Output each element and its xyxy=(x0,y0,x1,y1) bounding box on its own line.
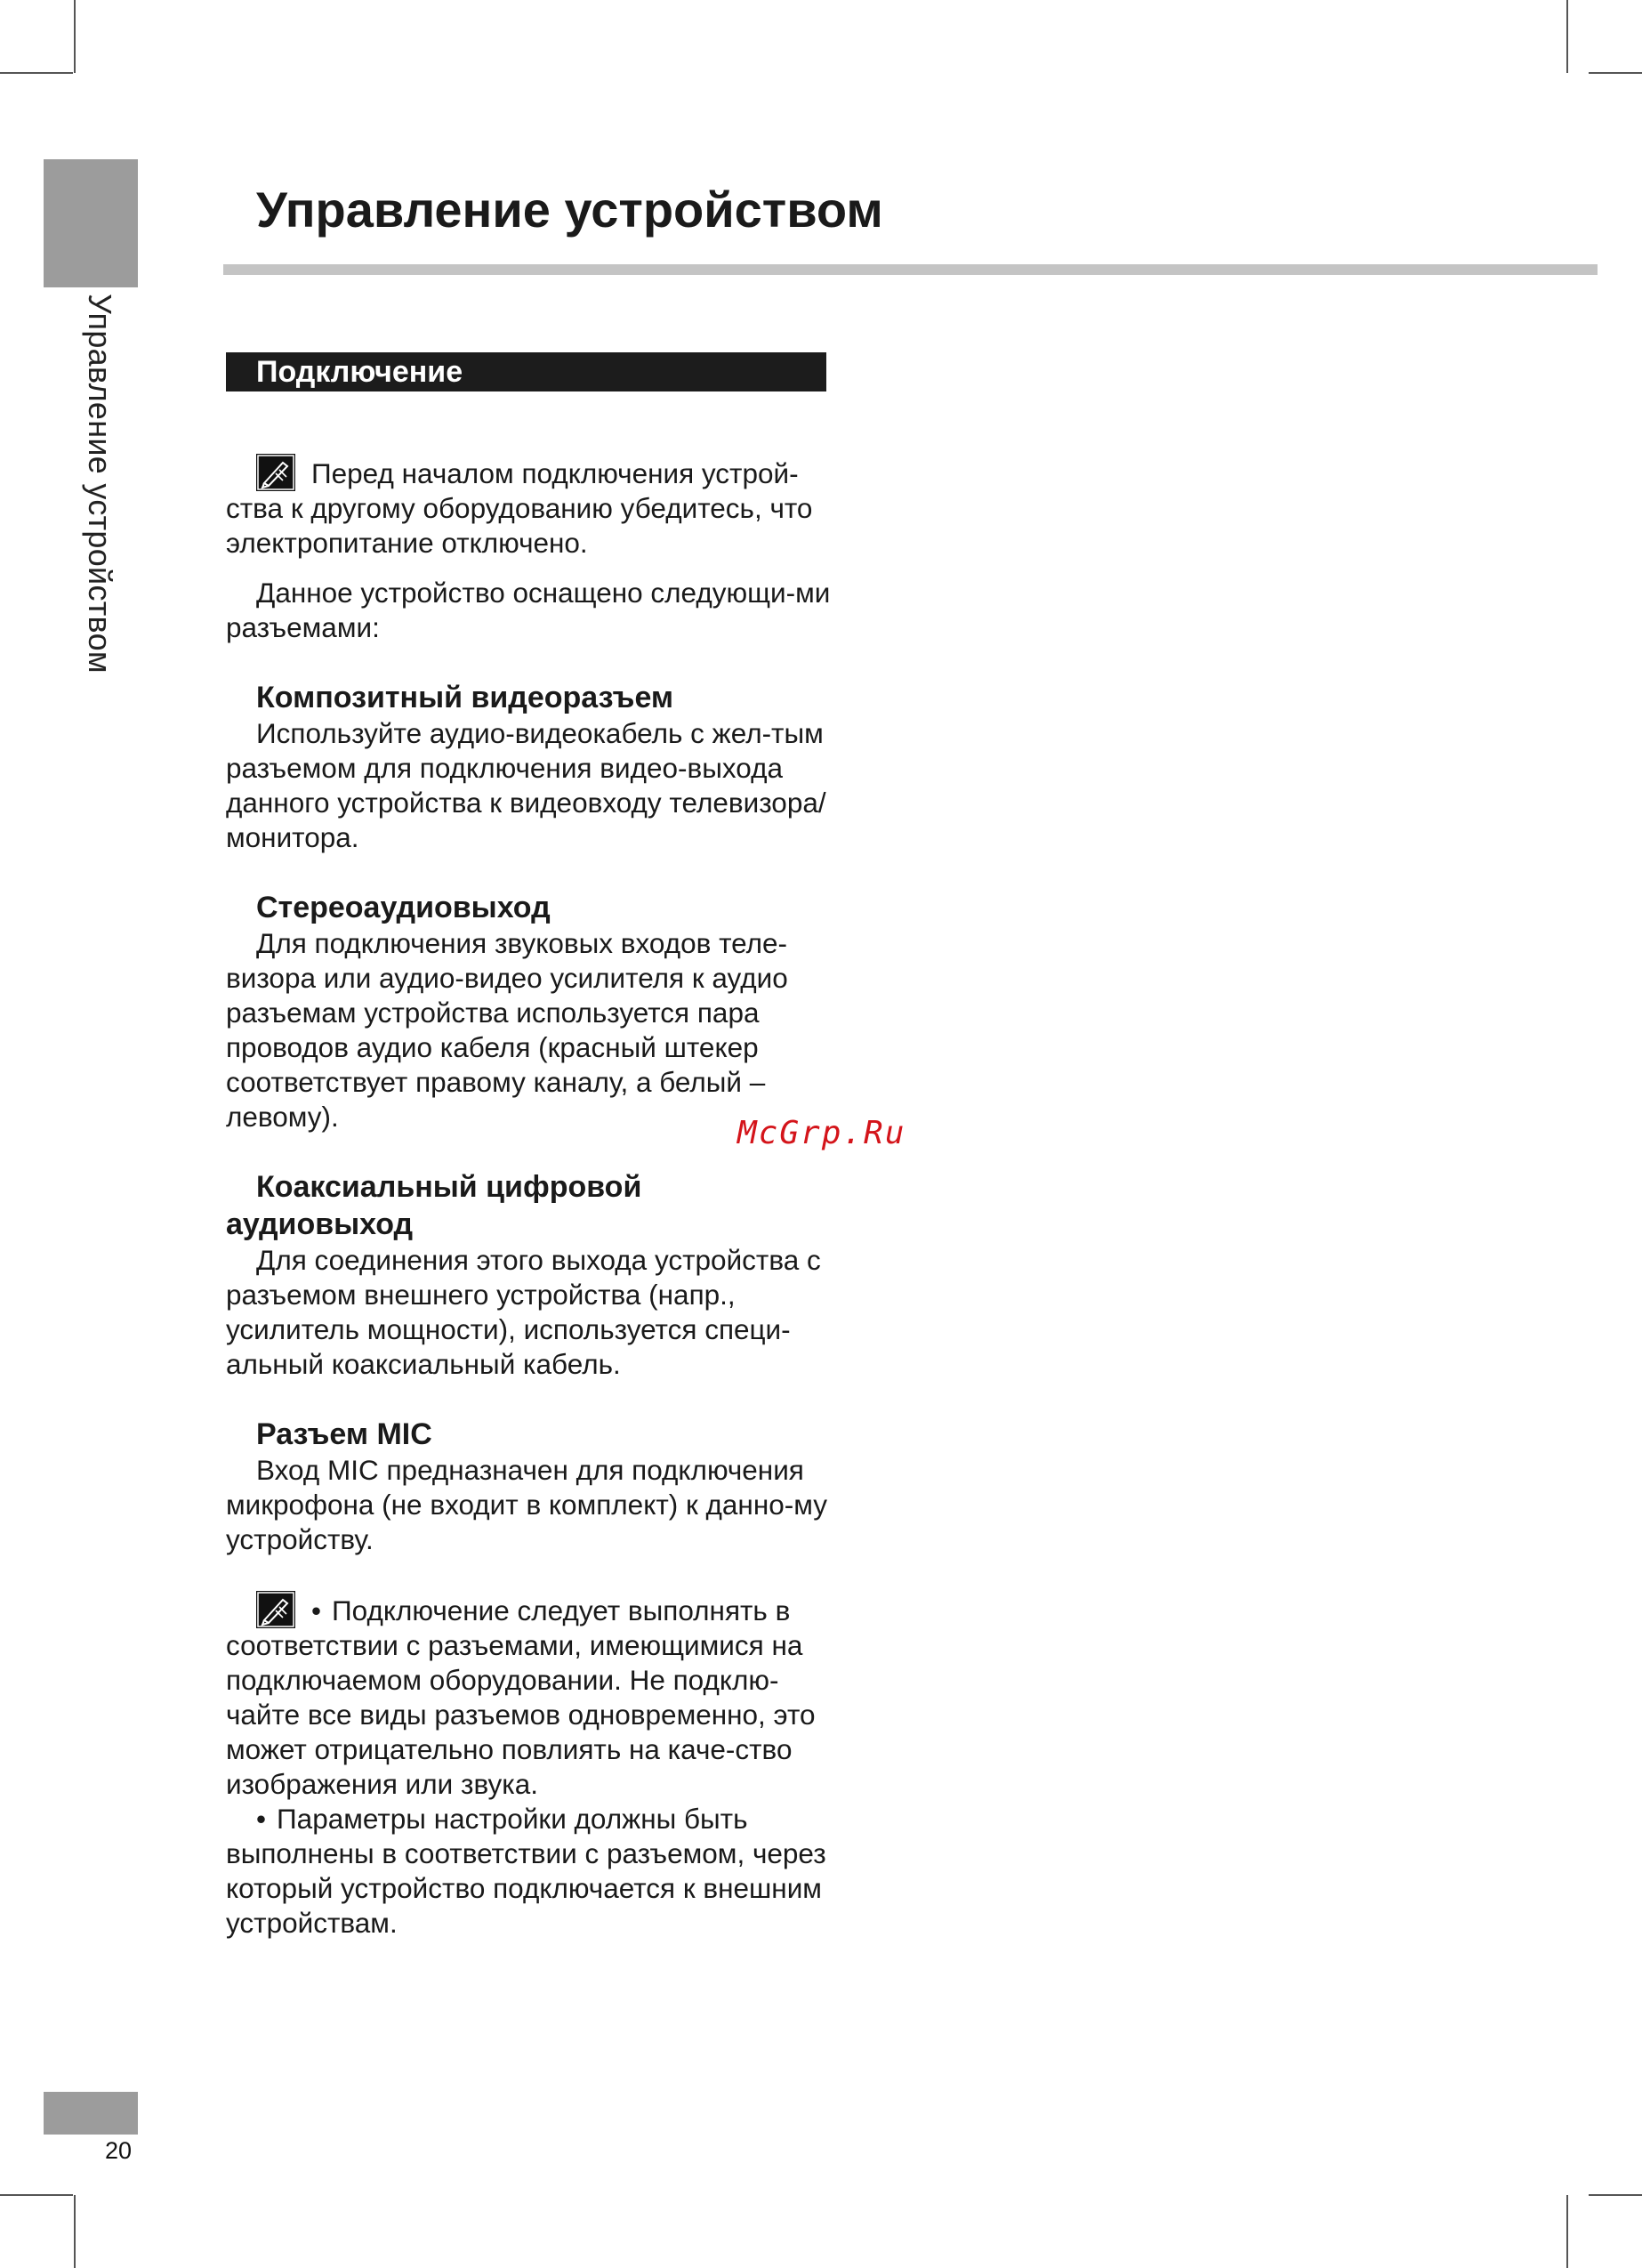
connector-title: Композитный видеоразъем xyxy=(256,681,674,714)
connector-text: Для подключения звуковых входов теле-визора или аудио-видео усилителя к аудио разъемам устройства используется пара проводов аудио кабеля (красный штекер соответствует правому каналу, а белый – левому). xyxy=(226,927,788,1133)
note-bullet-text: Подключение следует выполнять в соответствии с разъемами, имеющимися на подключаемом оборудовании. Не подклю-чайте все виды разъемов одновременно, это может отрицательно повлиять на каче-ство изображения или звука. xyxy=(226,1594,816,1800)
page-tab xyxy=(44,2092,138,2135)
crop-mark xyxy=(74,2195,76,2268)
crop-mark xyxy=(0,2194,73,2196)
section-heading xyxy=(226,352,826,391)
connector-text: Для соединения этого выхода устройства с разъемом внешнего устройства (напр., усилитель мощности), используется специ-альный коаксиальный кабель. xyxy=(226,1244,821,1380)
note-text: Перед началом подключения устрой-ства к другому оборудованию убедитесь, что электропитание отключено. xyxy=(226,457,813,559)
crop-mark xyxy=(0,72,73,74)
page-number: 20 xyxy=(105,2137,133,2164)
content-column xyxy=(226,454,840,1941)
crop-mark xyxy=(1589,72,1642,74)
crop-mark xyxy=(1589,2194,1642,2196)
crop-mark xyxy=(1566,0,1568,73)
note-bullet xyxy=(226,1802,840,1941)
page-title: Управление устройством xyxy=(256,182,883,238)
bullet-icon: • xyxy=(311,1594,322,1626)
intro-text: Данное устройство оснащено следующи-ми разъемами: xyxy=(226,577,831,643)
crop-mark xyxy=(74,0,76,73)
note-hand-icon xyxy=(256,454,295,491)
note-bullet xyxy=(226,1591,840,1802)
crop-mark xyxy=(1566,2195,1568,2268)
side-tab xyxy=(44,159,138,287)
side-section-label: Управление устройством xyxy=(82,294,118,674)
title-rule xyxy=(223,264,1598,275)
connector-text: Используйте аудио-видеокабель с жел-тым разъемом для подключения видео-выхода данного устройства к видеовходу телевизора/монитора. xyxy=(226,717,826,853)
bullet-icon: • xyxy=(256,1803,267,1835)
note-paragraph xyxy=(226,454,840,561)
note-bullet-text: Параметры настройки должны быть выполнены в соответствии с разъемом, через который устройство подключается к внешним устройствам. xyxy=(226,1803,826,1939)
note-hand-icon xyxy=(256,1591,295,1628)
connector-title: Коаксиальный цифровой аудиовыход xyxy=(226,1170,642,1241)
connector-title: Разъем MIC xyxy=(256,1417,432,1451)
connector-title: Стереоаудиовыход xyxy=(256,891,551,924)
connector-text: Вход MIC предназначен для подключения микрофона (не входит в комплект) к данно-му устройству. xyxy=(226,1454,827,1555)
watermark: McGrp.Ru xyxy=(737,1115,906,1151)
section-heading-text: Подключение xyxy=(256,355,463,389)
